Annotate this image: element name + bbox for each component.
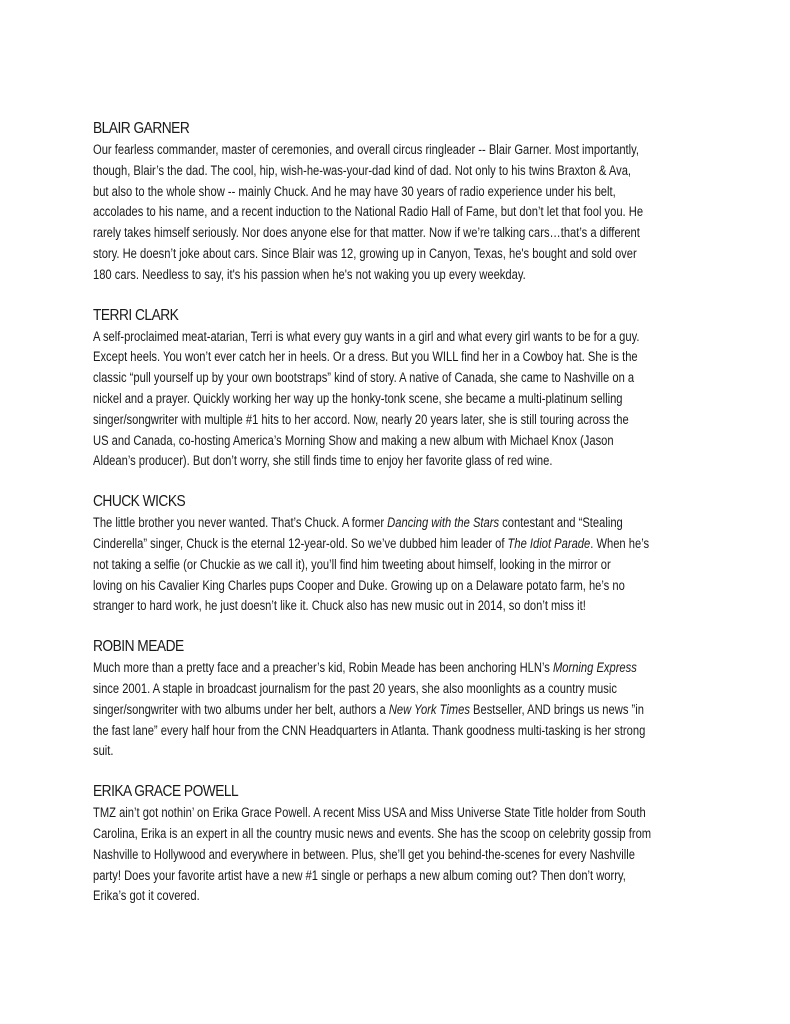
text-line: A self-proclaimed meat-atarian, Terri is what every guy wants in a girl and what every girl wants to be for a guy. — [93, 328, 640, 344]
section-heading: CHUCK WICKS — [93, 493, 186, 511]
text-line: though, Blair’s the dad. The cool, hip, wish-he-was-your-dad kind of dad. Not only to his twins Braxton & Ava, — [93, 162, 632, 178]
text-line: rarely takes himself seriously. Nor does anyone else for that matter. Now if we’re talking cars…that’s a different — [93, 225, 640, 241]
bio-section-chuck-wicks — [93, 492, 713, 617]
text-line: Nashville to Hollywood and everywhere in between. Plus, she’ll get you behind-the-scenes for every Nashville — [93, 846, 635, 862]
text-line: Much more than a pretty face and a preacher’s kid, Robin Meade has been anchoring HLN’s Morning Express — [93, 660, 637, 676]
italic-title: Dancing with the Stars — [387, 515, 500, 531]
text-line: since 2001. A staple in broadcast journalism for the past 20 years, she also moonlights as a country music — [93, 680, 617, 696]
text-line: classic “pull yourself up by your own bootstraps” kind of story. A native of Canada, she came to Nashville on a — [93, 370, 635, 386]
text-line: singer/songwriter with two albums under her belt, authors a New York Times Bestseller, AND brings us news ”in — [93, 701, 644, 717]
bio-paragraph — [93, 658, 713, 762]
text-line: but also to the whole show -- mainly Chuck. And he may have 30 years of radio experience under his belt, — [93, 183, 616, 199]
italic-title: Morning Express — [552, 660, 637, 676]
text-line: not taking a selfie (or Chuckie as we call it), you’ll find him tweeting about himself, looking in the mirror or — [93, 556, 611, 572]
text-line: Erika’s got it covered. — [93, 888, 200, 904]
italic-title: New York Times — [388, 701, 470, 717]
text-line: Cinderella” singer, Chuck is the eternal 12-year-old. So we’ve dubbed him leader of The Idiot Parade. When he’s — [93, 535, 650, 551]
bio-paragraph — [93, 140, 713, 286]
text-line: party! Does your favorite artist have a new #1 single or perhaps a new album coming out? Then don’t worry, — [93, 867, 626, 883]
bio-section-erika-grace-powell — [93, 782, 713, 907]
text-line: TMZ ain’t got nothin’ on Erika Grace Powell. A recent Miss USA and Miss Universe State Title holder from South — [93, 805, 646, 821]
text-line: US and Canada, co-hosting America’s Morning Show and making a new album with Michael Knox (Jason — [93, 432, 614, 448]
section-heading: BLAIR GARNER — [93, 120, 190, 137]
bio-section-terri-clark — [93, 306, 713, 473]
bio-paragraph — [93, 513, 713, 617]
bio-section-robin-meade — [93, 637, 713, 762]
section-heading: ROBIN MEADE — [93, 638, 184, 656]
document-page — [93, 119, 713, 927]
bio-section-blair-garner — [93, 119, 713, 286]
bio-paragraph — [93, 327, 713, 473]
bio-paragraph — [93, 803, 713, 907]
text-line: Carolina, Erika is an expert in all the country music news and events. She has the scoop on celebrity gossip from — [93, 825, 652, 841]
text-line: story. He doesn’t joke about cars. Since Blair was 12, growing up in Canyon, Texas, he's bought and sold over — [93, 245, 637, 261]
text-line: the fast lane” every half hour from the CNN Headquarters in Atlanta. Thank goodness multi-tasking is her strong — [93, 722, 646, 738]
section-heading: TERRI CLARK — [93, 306, 179, 324]
text-line: suit. — [93, 743, 114, 759]
text-line: Except heels. You won’t ever catch her in heels. Or a dress. But you WILL find her in a Cowboy hat. She is the — [93, 349, 638, 365]
text-line: stranger to hard work, he just doesn’t like it. Chuck also has new music out in 2014, so don’t miss it! — [93, 598, 586, 614]
text-line: The little brother you never wanted. That’s Chuck. A former Dancing with the Stars contestant and “Stealing — [93, 515, 623, 531]
text-line: loving on his Cavalier King Charles pups Cooper and Duke. Growing up on a Delaware potato farm, he’s no — [93, 577, 625, 593]
text-line: Aldean’s producer). But don’t worry, she still finds time to enjoy her favorite glass of red wine. — [93, 453, 553, 469]
section-heading: ERIKA GRACE POWELL — [93, 783, 239, 801]
italic-title: The Idiot Parade — [507, 535, 591, 551]
text-line: 180 cars. Needless to say, it's his passion when he's not waking you up every weekday. — [93, 266, 526, 282]
text-line: singer/songwriter with multiple #1 hits to her accord. Now, nearly 20 years later, she is still touring across the — [93, 411, 629, 427]
text-line: accolades to his name, and a recent induction to the National Radio Hall of Fame, but don’t let that fool you. He — [93, 204, 644, 220]
text-line: Our fearless commander, master of ceremonies, and overall circus ringleader -- Blair Garner. Most importantly, — [93, 142, 640, 157]
text-line: nickel and a prayer. Quickly working her way up the honky-tonk scene, she became a multi-platinum selling — [93, 390, 623, 406]
